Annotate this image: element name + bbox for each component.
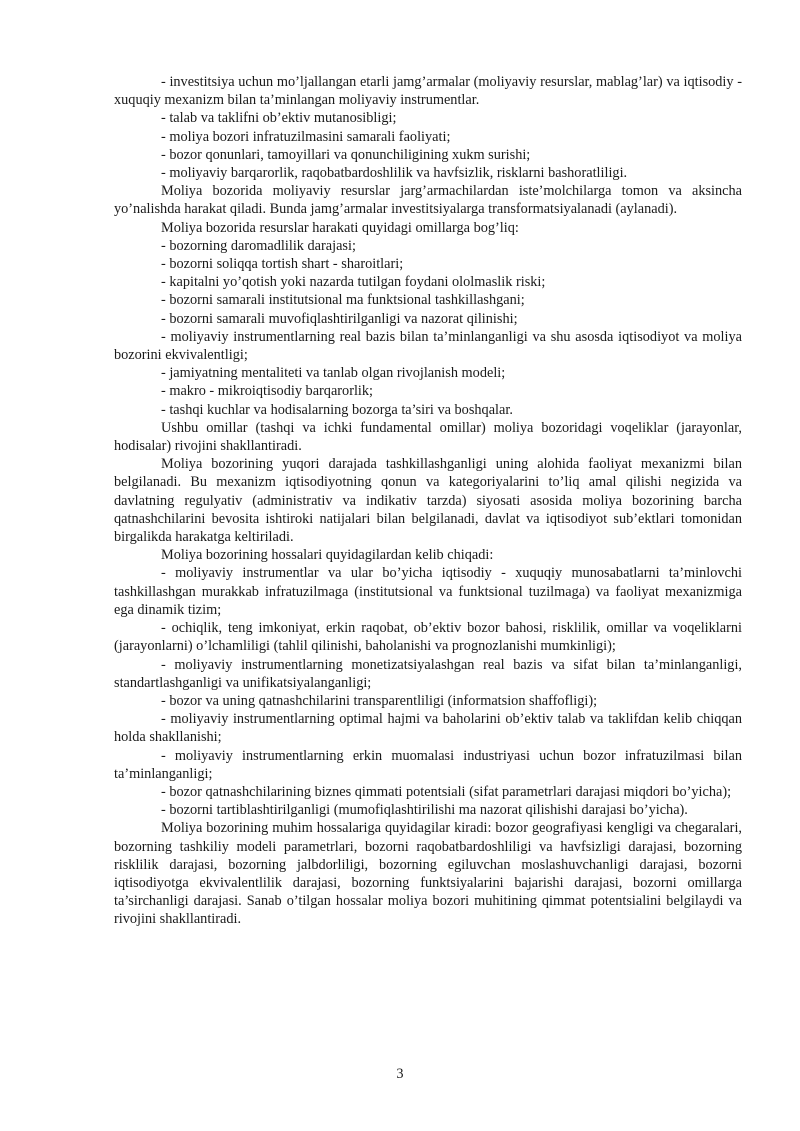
paragraph: - bozorni samarali muvofiqlashtirilganligi va nazorat qilinishi; (161, 310, 518, 327)
paragraph: - moliyaviy instrumentlarning optimal hajmi va baholarini ob’ektiv talab va taklifdan kelib chiqqan holda shakllanishi; (114, 711, 742, 746)
paragraph: Moliya bozorining hossalari quyidagilardan kelib chiqadi: (161, 547, 494, 564)
paragraph: - moliya bozori infratuzilmasini samarali faoliyati; (161, 128, 451, 145)
paragraph: Moliya bozorida resurslar harakati quyidagi omillarga bog’liq: (161, 219, 519, 236)
paragraph: - moliyaviy instrumentlarning monetizatsiyalashgan real bazis va sifat bilan ta’minlanganligi, standartlashganligi va unifikatsiyalanganligi; (114, 656, 742, 691)
paragraph: - tashqi kuchlar va hodisalarning bozorga ta’siri va boshqalar. (161, 401, 513, 418)
paragraph: - bozor qatnashchilarining biznes qimmati potentsiali (sifat parametrlari darajasi miqdori bo’yicha); (161, 783, 732, 800)
paragraph: - talab va taklifni ob’ektiv mutanosibligi; (161, 110, 397, 127)
paragraph: - makro - mikroiqtisodiy barqarorlik; (161, 383, 374, 400)
paragraph: Ushbu omillar (tashqi va ichki fundamental omillar) moliya bozoridagi voqeliklar (jarayonlar, hodisalar) rivojini shakllantiradi. (114, 419, 742, 455)
paragraph: - ochiqlik, teng imkoniyat, erkin raqobat, ob’ektiv bozor bahosi, risklilik, omillar va voqeliklarni (jarayonlarni) o’lchamliligi (tahlil qilinishi, baholanishi va prognozlanishi mumkinligi); (114, 620, 742, 655)
paragraph: - bozorni tartiblashtirilganligi (mumofiqlashtirilishi ma nazorat qilishishi darajasi bo’yicha). (161, 802, 688, 819)
paragraph: - moliyaviy instrumentlar va ular bo’yicha iqtisodiy - xuquqiy munosabatlarni ta’minlovchi tashkillashgan murakkab infratuzilmaga (institutsional va funktsional tuzilmaga) va faoliyat mexanizmiga ega dinamik tizim; (114, 565, 742, 618)
page-number: 3 (396, 1066, 404, 1082)
paragraph: Moliya bozorida moliyaviy resurslar jarg’armachilardan iste’molchilarga tomon va aksincha yo’nalishda harakat qiladi. Bunda jamg’armalar investitsiyalarga transformatsiyalanadi (aylanadi). (114, 183, 742, 218)
paragraph: - moliyaviy barqarorlik, raqobatbardoshlilik va havfsizlik, risklarni bashoratliligi. (161, 165, 628, 182)
paragraph: Moliya bozorining muhim hossalariga quyidagilar kiradi: bozor geografiyasi kengligi va chegaralari, bozorning tashkiliy modeli parametrlari, bozorni raqobatbardoshliligi va havfsizligi darajasi, bozorning risklilik darajasi, bozorning jalbdorliligi, bozorning egiluvchan moslashuvchanligi darajasi, bozorni iqtisodiyotga ekvivalentlilik darajasi, bozorning funktsiyalarini bajarishi darajasi, bozorni omillarga ta’sirchanligi darajasi. Sanab o’tilgan hossalar moliya bozori muhitining qimmat potentsialini belgilaydi va rivojini shakllantiradi. (114, 820, 742, 928)
document-page (114, 73, 742, 929)
paragraph: - bozorni samarali institutsional ma funktsional tashkillashgani; (161, 292, 525, 309)
paragraph: - moliyaviy instrumentlarning erkin muomalasi industriyasi uchun bozor infratuzilmasi bilan ta’minlanganligi; (114, 747, 742, 782)
paragraph: - jamiyatning mentaliteti va tanlab olgan rivojlanish modeli; (161, 365, 506, 382)
paragraph: - kapitalni yo’qotish yoki nazarda tutilgan foydani ololmaslik riski; (161, 274, 546, 291)
paragraph: - bozorning daromadlilik darajasi; (161, 237, 356, 254)
paragraph: - moliyaviy instrumentlarning real bazis bilan ta’minlanganligi va shu asosda iqtisodiyot va moliya bozorini ekvivalentligi; (114, 328, 742, 364)
paragraph: - bozorni soliqqa tortish shart - sharoitlari; (161, 256, 404, 273)
paragraph: - investitsiya uchun mo’ljallangan etarli jamg’armalar (moliyaviy resurslar, mablag’lar) va iqtisodiy - xuquqiy mexanizm bilan ta’minlangan moliyaviy instrumentlar. (114, 74, 742, 109)
paragraph: Moliya bozorining yuqori darajada tashkillashganligi uning alohida faoliyat mexanizmi bilan belgilanadi. Bu mexanizm iqtisodiyotning qonun va kategoriyalarini to’liq amal qilishi negizida va davlatning regulyativ (administrativ va indikativ tarzda) siyosati asosida moliya bozorining barcha qatnashchilarini bevosita ishtiroki natijalari bilan belgilanadi, davlat va iqtisodiyot sub’ektlari tomonidan birgalikda harakatga keltiriladi. (114, 456, 742, 546)
paragraph: - bozor va uning qatnashchilarini transparentliligi (informatsion shaffofligi); (161, 692, 598, 709)
paragraph: - bozor qonunlari, tamoyillari va qonunchiligining xukm surishi; (161, 146, 531, 163)
